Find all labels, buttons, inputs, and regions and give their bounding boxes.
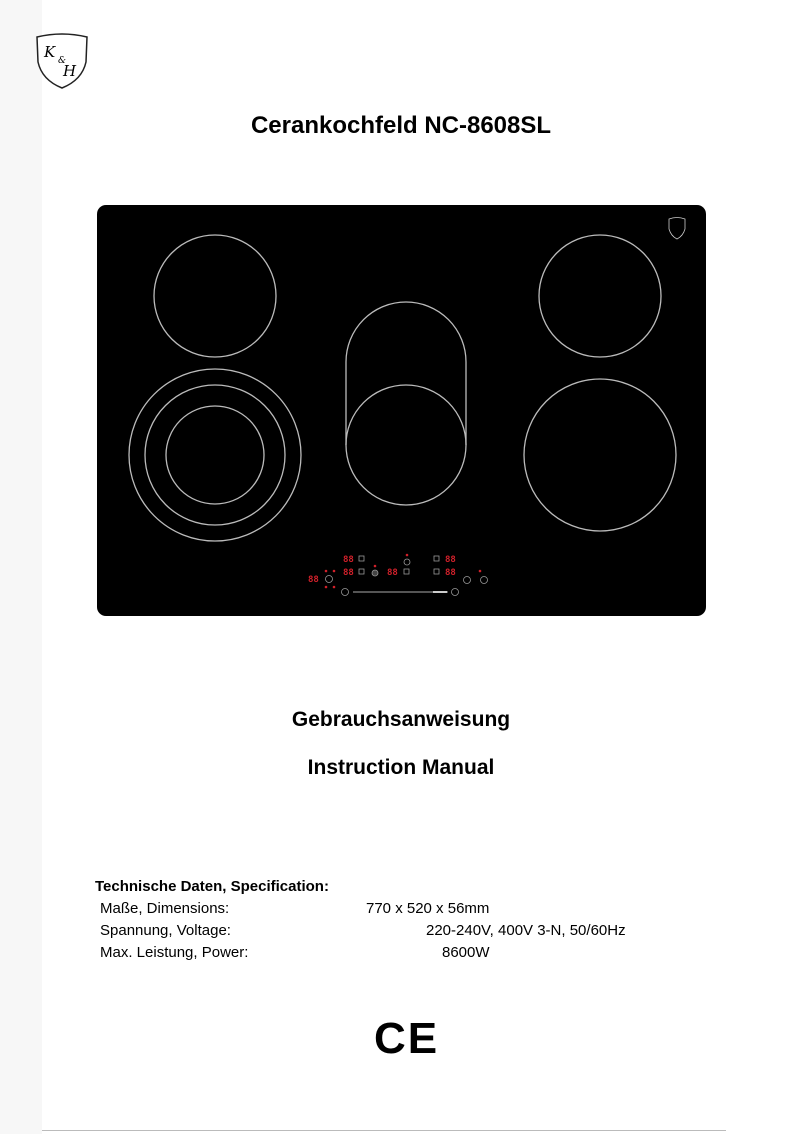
svg-text:K: K	[44, 43, 56, 61]
specification-section	[95, 878, 626, 961]
ce-mark: CE	[374, 1014, 440, 1063]
spec-value: 220-240V, 400V 3-N, 50/60Hz	[426, 922, 626, 939]
spec-value: 8600W	[442, 944, 490, 961]
page-title: Cerankochfeld NC-8608SL	[250, 112, 552, 139]
page-margin	[0, 0, 42, 1134]
svg-text:H: H	[63, 62, 77, 80]
svg-text:&: &	[58, 56, 67, 66]
footer-divider	[42, 1130, 726, 1131]
subtitle-english: Instruction Manual	[307, 756, 495, 779]
svg-text:88: 88	[343, 568, 354, 578]
spec-label: Spannung, Voltage:	[100, 922, 231, 939]
specification-heading: Technische Daten, Specification:	[95, 878, 329, 895]
subtitle-german: Gebrauchsanweisung	[291, 708, 511, 731]
cooktop-image	[97, 205, 706, 616]
svg-text:88: 88	[308, 575, 319, 585]
svg-text:88: 88	[387, 568, 398, 578]
svg-text:88: 88	[343, 555, 354, 565]
spec-label: Maße, Dimensions:	[100, 900, 230, 917]
spec-value: 770 x 520 x 56mm	[366, 900, 490, 917]
spec-label: Max. Leistung, Power:	[100, 944, 249, 961]
svg-text:88: 88	[445, 568, 456, 578]
kh-logo-shield	[34, 32, 90, 90]
svg-text:88: 88	[445, 555, 456, 565]
